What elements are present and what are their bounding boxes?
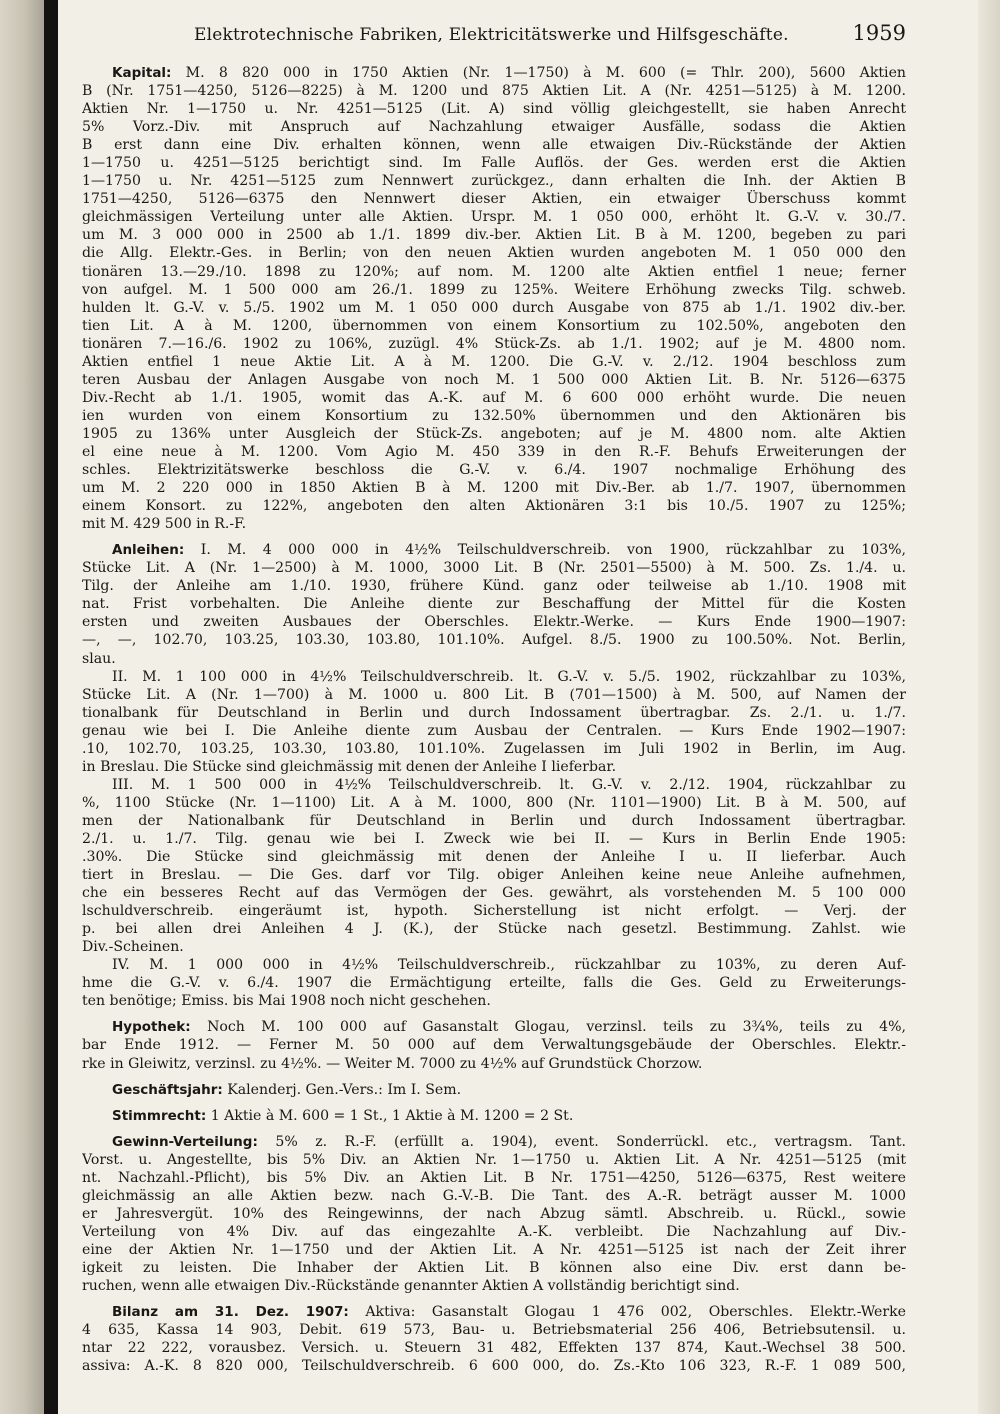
- line-text: IV. M. 1 000 000 in 4½% Teilschuldverschreib., rückzahlbar zu 103%, zu deren Auf-: [112, 957, 906, 974]
- line-text: Aktiva: Gasanstalt Glogau 1 476 002, Oberschles. Elektr.-Werke: [348, 1304, 906, 1321]
- line-text: die Allg. Elektr.-Ges. in Berlin; von den neuen Aktien wurden angeboten M. 1 050 000 den: [82, 245, 906, 262]
- text-line: [82, 353, 906, 371]
- body-text: [82, 64, 906, 1375]
- line-text: III. M. 1 500 000 in 4½% Teilschuldverschreib. lt. G.-V. v. 2./12. 1904, rückzahlbar zu: [112, 776, 906, 793]
- text-line: [82, 335, 906, 353]
- text-line: [82, 866, 906, 884]
- text-line: [82, 1107, 906, 1125]
- text-line: [82, 154, 906, 172]
- line-text: bar Ende 1912. — Ferner M. 50 000 auf dem Verwaltungsgebäude der Oberschles. Elektr.-: [82, 1037, 906, 1054]
- line-text: tionären 7.—16./6. 1902 zu 106%, zuzügl. 4% Stück-Zs. ab 1./1. 1902; auf je M. 4800 nom.: [82, 335, 906, 352]
- text-line: [82, 443, 906, 461]
- text-line: [82, 920, 906, 938]
- header-title: Elektrotechnische Fabriken, Elektricitätswerke und Hilfsgeschäfte.: [194, 25, 789, 45]
- line-text: ien wurden von einem Konsortium zu 132.50% übernommen und den Aktionären bis: [82, 407, 906, 424]
- line-text: tionalbank für Deutschland in Berlin und durch Indossament übertragbar. Zs. 2./1. u. 1./7.: [82, 704, 906, 721]
- text-line: [82, 776, 906, 794]
- text-line: [82, 1151, 906, 1169]
- line-text: nt. Nachzahl.-Pflicht), bis 5% Div. an Aktien Lit. B Nr. 1751—4250, 5126—6375, Rest weitere: [82, 1169, 906, 1186]
- line-text: Tilg. der Anleihe am 1./10. 1930, frühere Künd. ganz oder teilweise ab 1./10. 1908 mit: [82, 578, 906, 595]
- text-line: [82, 1081, 906, 1099]
- text-line: [82, 1259, 906, 1277]
- line-text: teren Ausbau der Anlagen Ausgabe von noch M. 1 500 000 Aktien Lit. B. Nr. 5126—6375: [82, 371, 906, 388]
- line-text: 5% Vorz.-Div. mit Anspruch auf Nachzahlung etwaiger Ausfälle, sodass die Aktien: [82, 119, 906, 136]
- text-line: [82, 100, 906, 118]
- line-text: einem Konsort. zu 122%, angeboten den alten Aktionären 3:1 bis 10./5. 1907 zu 125%;: [82, 498, 906, 515]
- text-line: [82, 650, 906, 668]
- text-line: [82, 281, 906, 299]
- line-text: .10, 102.70, 103.25, 103.30, 103.80, 101.10%. Zugelassen im Juli 1902 in Berlin, im Aug.: [82, 740, 906, 757]
- adjacent-page-edge: [0, 0, 44, 1414]
- line-text: von aufgel. M. 1 500 000 am 26./1. 1899 zu 125%. Weitere Erhöhung zwecks Tilg. schweb.: [82, 281, 906, 298]
- text-line: [82, 974, 906, 992]
- document-page: [82, 22, 906, 1375]
- line-text: ersten und zweiten Ausbaues der Oberschles. Elektr.-Werke. — Kurs Ende 1900—1907:: [82, 614, 906, 631]
- line-text: Vorst. u. Angestellte, bis 5% Div. an Aktien Nr. 1—1750 u. Aktien Lit. A Nr. 4251—5125 (mit: [82, 1151, 906, 1168]
- line-text: ten benötige; Emiss. bis Mai 1908 noch nicht geschehen.: [82, 993, 491, 1010]
- text-line: [82, 1277, 906, 1295]
- line-text: Stücke Lit. A (Nr. 1—700) à M. 1000 u. 800 Lit. B (701—1500) à M. 500, auf Namen der: [82, 686, 906, 703]
- text-line: [82, 884, 906, 902]
- line-text: rke in Gleiwitz, verzinsl. zu 4½%. — Weiter M. 7000 zu 4½% auf Grundstück Chorzow.: [82, 1055, 703, 1072]
- line-text: er Jahresvergüt. 10% des Reingewinns, der nach Abzug sämtl. Abschreib. u. Rückl., sowie: [82, 1205, 906, 1222]
- text-line: [82, 172, 906, 190]
- line-text: ruchen, wenn alle etwaigen Div.-Rückstände genannter Aktien A vollständig berichtigt sind.: [82, 1278, 740, 1295]
- text-line: [82, 317, 906, 335]
- line-text: mit M. 429 500 in R.-F.: [82, 516, 247, 533]
- text-line: [82, 425, 906, 443]
- text-line: [82, 190, 906, 208]
- line-text: schles. Elektrizitätswerke beschloss die G.-V. v. 6./4. 1907 nochmalige Erhöhung des: [82, 462, 906, 479]
- line-text: igkeit zu leisten. Die Inhaber der Aktien Lit. B können also eine Div. erst dann be-: [82, 1260, 906, 1276]
- text-line: [82, 497, 906, 515]
- text-line: [82, 613, 906, 631]
- line-text: Aktien Nr. 1—1750 u. Nr. 4251—5125 (Lit. A) sind völlig gleichgestellt, sie haben Anrecht: [82, 101, 906, 118]
- line-text: um M. 2 220 000 in 1850 Aktien B à M. 1200 mit Div.-Ber. ab 1./7. 1907, übernommen: [82, 480, 906, 497]
- text-line: [82, 118, 906, 136]
- text-line: [82, 992, 906, 1010]
- line-text: .30%. Die Stücke sind gleichmässig mit denen der Anleihe I u. II lieferbar. Auch: [82, 849, 906, 866]
- text-line: [82, 758, 906, 776]
- line-text: tien Lit. A à M. 1200, übernommen von einem Konsortium zu 102.50%, angeboten den: [82, 317, 906, 334]
- text-line: [82, 1187, 906, 1205]
- text-line: [82, 1036, 906, 1054]
- line-text: nat. Frist vorbehalten. Die Anleihe diente zur Beschaffung der Mittel für die Kosten: [82, 596, 906, 613]
- text-line: [82, 902, 906, 920]
- section-keyword: Stimmrecht:: [112, 1107, 207, 1124]
- line-text: eine der Aktien Nr. 1—1750 und der Aktien Lit. A Nr. 4251—5125 ist nach der Zeit ihrer: [82, 1241, 906, 1258]
- page-number: 1959: [852, 21, 906, 45]
- text-line: [82, 1205, 906, 1223]
- text-line: [82, 938, 906, 956]
- text-line: [82, 1339, 906, 1357]
- line-text: 1905 zu 136% unter Ausgleich der Stück-Zs. angeboten; auf je M. 4800 nom. alte Aktien: [82, 425, 906, 442]
- line-text: B erst dann eine Div. erhalten können, wenn alle etwaigen Div.-Rückstände der Aktien: [82, 137, 906, 154]
- paragraph-gap: [82, 1073, 906, 1081]
- line-text: tiert in Breslau. — Die Ges. darf vor Tilg. obiger Anleihen keine neue Anleihe aufnehmen,: [82, 867, 906, 884]
- text-line: [82, 559, 906, 577]
- text-line: [82, 1169, 906, 1187]
- line-text: in Breslau. Die Stücke sind gleichmässig mit denen der Anleihe I lieferbar.: [82, 758, 617, 775]
- text-line: [82, 479, 906, 497]
- line-text: II. M. 1 100 000 in 4½% Teilschuldverschreib. lt. G.-V. v. 5./5. 1902, rückzahlbar zu 103%,: [112, 668, 906, 685]
- line-text: men der Nationalbank für Deutschland in Berlin und durch Indossament übertragbar.: [82, 812, 906, 829]
- line-text: Aktien entfiel 1 neue Aktie Lit. A à M. 1200. Die G.-V. v. 2./12. 1904 beschloss zum: [82, 353, 906, 370]
- line-text: slau.: [82, 650, 116, 667]
- text-line: [82, 244, 906, 262]
- line-text: Div.-Scheinen.: [82, 939, 184, 956]
- text-line: [82, 830, 906, 848]
- line-text: assiva: A.-K. 8 820 000, Teilschuldverschreib. 6 600 000, do. Zs.-Kto 106 323, R.-F. 1 089 500,: [82, 1358, 906, 1375]
- line-text: gleichmässigen Verteilung unter alle Aktien. Urspr. M. 1 050 000, erhöht lt. G.-V. v. 30./7.: [82, 209, 906, 226]
- text-line: [82, 1241, 906, 1259]
- text-line: [82, 1303, 906, 1321]
- text-line: [82, 631, 906, 649]
- line-text: 1—1750 u. Nr. 4251—5125 zum Nennwert zurückgez., dann erhalten die Inh. der Aktien B: [82, 173, 906, 190]
- running-header: [82, 22, 906, 64]
- section-keyword: Bilanz am 31. Dez. 1907:: [112, 1304, 349, 1321]
- text-line: [82, 956, 906, 974]
- section-keyword: Kapital:: [112, 65, 172, 81]
- line-text: el eine neue à M. 1200. Vom Agio M. 450 339 in den R.-F. Behufs Erweiterungen der: [82, 443, 906, 460]
- section-keyword: Anleihen:: [112, 542, 185, 559]
- paragraph-gap: [82, 1099, 906, 1107]
- text-line: [82, 226, 906, 244]
- text-line: [82, 407, 906, 425]
- text-line: [82, 299, 906, 317]
- text-line: [82, 515, 906, 533]
- text-line: [82, 1223, 906, 1241]
- line-text: hme die G.-V. v. 6./4. 1907 die Ermächtigung erteilte, falls die Ges. Geld zu Erweiterungs-: [82, 975, 906, 992]
- text-line: [82, 1133, 906, 1151]
- line-text: Verteilung von 4% Div. auf das eingezahlte A.-K. verbleibt. Die Nachzahlung auf Div.-: [82, 1223, 906, 1240]
- text-line: [82, 577, 906, 595]
- text-line: [82, 668, 906, 686]
- line-text: M. 8 820 000 in 1750 Aktien (Nr. 1—1750) à M. 600 (= Thlr. 200), 5600 Aktien: [171, 65, 906, 81]
- text-line: [82, 686, 906, 704]
- text-line: [82, 389, 906, 407]
- text-line: [82, 64, 906, 82]
- text-line: [82, 136, 906, 154]
- paragraph-gap: [82, 1125, 906, 1133]
- text-line: [82, 208, 906, 226]
- text-line: [82, 722, 906, 740]
- line-text: ntar 22 222, vorausbez. Versich. u. Steuern 31 482, Effekten 137 874, Kaut.-Wechsel 38 500.: [82, 1340, 906, 1357]
- line-text: Kalenderj. Gen.-Vers.: Im I. Sem.: [222, 1081, 462, 1098]
- line-text: 1751—4250, 5126—6375 den Nennwert dieser Aktien, ein etwaiger Überschuss kommt: [82, 191, 906, 208]
- line-text: gleichmässig an alle Aktien bezw. nach G.-V.-B. Die Tant. des A.-R. beträgt ausser M. 1000: [82, 1187, 906, 1204]
- paragraph-gap: [82, 1295, 906, 1303]
- text-line: [82, 461, 906, 479]
- section-keyword: Geschäftsjahr:: [112, 1081, 223, 1098]
- line-text: %, 1100 Stücke (Nr. 1—1100) Lit. A à M. 1000, 800 (Nr. 1101—1900) Lit. B à M. 500, auf: [82, 794, 906, 811]
- line-text: 2./1. u. 1./7. Tilg. genau wie bei I. Zweck wie bei II. — Kurs in Berlin Ende 1905:: [82, 830, 906, 847]
- text-line: [82, 704, 906, 722]
- paragraph-gap: [82, 533, 906, 541]
- line-text: I. M. 4 000 000 in 4½% Teilschuldverschreib. von 1900, rückzahlbar zu 103%,: [184, 542, 906, 559]
- line-text: 5% z. R.-F. (erfüllt a. 1904), event. Sonderrückl. etc., vertragsm. Tant.: [257, 1133, 906, 1150]
- page-edge: [978, 0, 1000, 1414]
- line-text: tionären 13.—29./10. 1898 zu 120%; auf nom. M. 1200 alte Aktien entfiel 1 neue; ferner: [82, 263, 906, 280]
- text-line: [82, 1055, 906, 1073]
- line-text: che ein besseres Recht auf das Vermögen der Ges. gewährt, als vorstehenden M. 5 100 000: [82, 885, 906, 902]
- text-line: [82, 82, 906, 100]
- text-line: [82, 794, 906, 812]
- text-line: [82, 1321, 906, 1339]
- text-line: [82, 541, 906, 559]
- text-line: [82, 740, 906, 758]
- text-line: [82, 848, 906, 866]
- section-keyword: Gewinn-Verteilung:: [112, 1133, 258, 1150]
- line-text: —, —, 102.70, 103.25, 103.30, 103.80, 101.10%. Aufgel. 8./5. 1900 zu 100.50%. Not. Berlin,: [82, 632, 906, 649]
- line-text: B (Nr. 1751—4250, 5126—8225) à M. 1200 und 875 Aktien Lit. A (Nr. 4251—5125) à M. 1200.: [82, 83, 906, 100]
- text-line: [82, 263, 906, 281]
- line-text: 1 Aktie à M. 600 = 1 St., 1 Aktie à M. 1200 = 2 St.: [206, 1107, 574, 1124]
- text-line: [82, 1357, 906, 1375]
- text-line: [82, 371, 906, 389]
- line-text: hulden lt. G.-V. v. 5./5. 1902 um M. 1 050 000 durch Ausgabe von 875 ab 1./1. 1902 div.-ber.: [82, 299, 906, 316]
- text-line: [82, 1018, 906, 1036]
- line-text: lschuldverschreib. eingeräumt ist, hypoth. Sicherstellung ist nicht erfolgt. — Verj. der: [82, 903, 906, 920]
- line-text: Stücke Lit. A (Nr. 1—2500) à M. 1000, 3000 Lit. B (Nr. 2501—5500) à M. 500. Zs. 1./4. u.: [82, 560, 906, 577]
- line-text: genau wie bei I. Die Anleihe diente zum Ausbau der Centralen. — Kurs Ende 1902—1907:: [82, 722, 906, 739]
- line-text: 4 635, Kassa 14 903, Debit. 619 573, Bau- u. Betriebsmaterial 256 406, Betriebsutensil. u.: [82, 1322, 906, 1339]
- paragraph-gap: [82, 1010, 906, 1018]
- section-keyword: Hypothek:: [112, 1019, 191, 1036]
- book-gutter: [44, 0, 58, 1414]
- text-line: [82, 812, 906, 830]
- line-text: 1—1750 u. 4251—5125 berichtigt sind. Im Falle Auflös. der Ges. werden erst die Aktien: [82, 155, 906, 172]
- line-text: Div.-Recht ab 1./1. 1905, womit das A.-K. auf M. 6 600 000 erhöht wurde. Die neuen: [82, 389, 906, 406]
- text-line: [82, 595, 906, 613]
- line-text: um M. 3 000 000 in 2500 ab 1./1. 1899 div.-ber. Aktien Lit. B à M. 1200, begeben zu pari: [82, 227, 906, 244]
- line-text: Noch M. 100 000 auf Gasanstalt Glogau, verzinsl. teils zu 3¾%, teils zu 4%,: [190, 1019, 906, 1036]
- line-text: p. bei allen drei Anleihen 4 J. (K.), der Stücke nach gesetzl. Bestimmung. Zahlst. wie: [82, 921, 906, 938]
